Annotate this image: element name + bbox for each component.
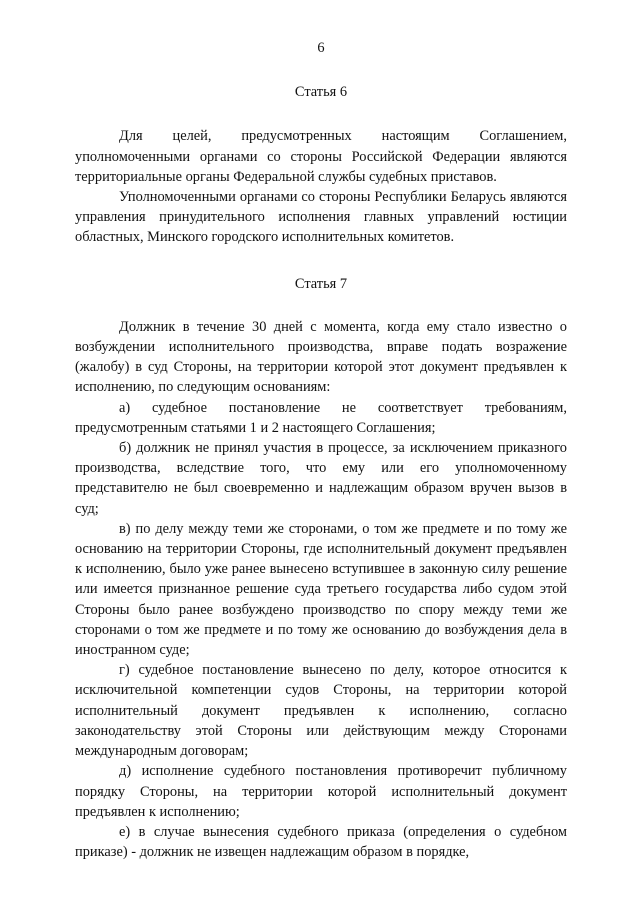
article-7-item-a: а) судебное постановление не соответствует требованиям, предусмотренным статьями 1 и 2 настоящего Соглашения; [75, 399, 567, 436]
article-7-item-b: б) должник не принял участия в процессе, за исключением приказного производства, вследствие того, что ему или его уполномоченному представителю не был своевременно и надлежащим образом вручен вызов в суд; [75, 440, 567, 517]
article-6-section [75, 82, 567, 247]
article-7-item-g: г) судебное постановление вынесено по делу, которое относится к исключительной компетенции судов Стороны, на территории которой исполнительный документ предъявлен к исполнению, согласно законодательству этой Стороны или действующим между Сторонами международным договорам; [75, 662, 567, 760]
article-7-item-e: е) в случае вынесения судебного приказа (определения о судебном приказе) - должник не извещен надлежащим образом в порядке, [75, 823, 567, 861]
article-7-item-d: д) исполнение судебного постановления противоречит публичному порядку Стороны, на территории которой исполнительный документ предъявлен к исполнению; [75, 763, 567, 820]
article-7-section [75, 274, 567, 863]
article-7-paragraph-intro: Должник в течение 30 дней с момента, когда ему стало известно о возбуждении исполнительного производства, вправе подать возражение (жалобу) в суд Стороны, на территории которой этот документ предъявлен к исполнению, по следующим основаниям: [75, 318, 567, 396]
article-6-title: Статья 6 [294, 84, 348, 101]
page-number: 6 [317, 40, 325, 56]
article-7-item-v: в) по делу между теми же сторонами, о том же предмете и по тому же основанию на территории Стороны, где исполнительный документ предъявлен к исполнению, было уже ранее вынесено вступившее в законную силу решение или имеется признанное решение суда третьего государства либо судом этой Стороны было ранее возбуждено производство по спору между теми же сторонами о том же предмете и по тому же основанию до возбуждения дела в иностранном суде; [75, 520, 567, 659]
article-6-paragraph-1: Для целей, предусмотренных настоящим Соглашением, уполномоченными органами со стороны Российской Федерации являются территориальные органы Федеральной службы судебных приставов. [75, 128, 567, 185]
document-page [75, 38, 567, 862]
article-6-paragraph-2: Уполномоченными органами со стороны Республики Беларусь являются управления принудительного исполнения главных управлений юстиции областных, Минского городского исполнительных комитетов. [75, 189, 567, 246]
article-7-title: Статья 7 [294, 275, 348, 292]
